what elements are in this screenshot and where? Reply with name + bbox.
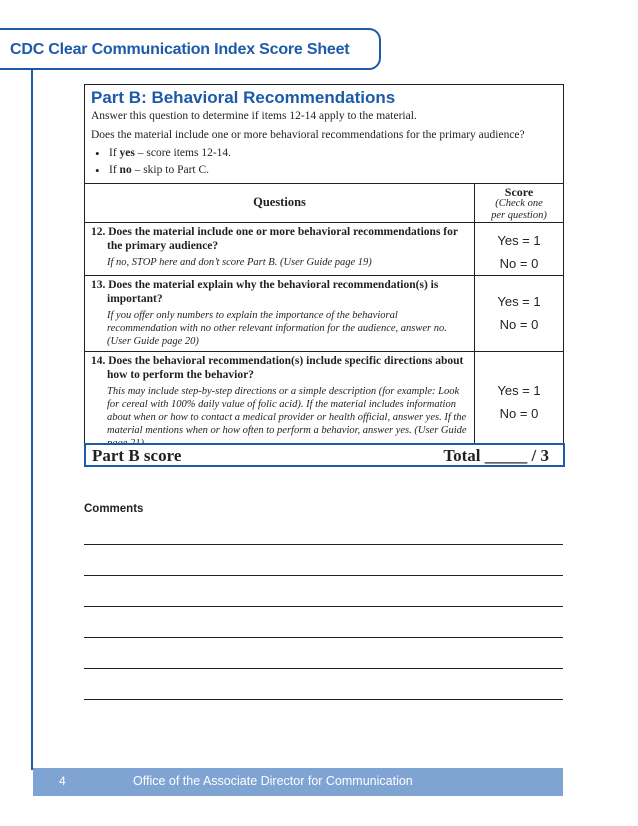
keyword-yes: yes	[119, 147, 135, 159]
item-12-title: 12. Does the material include one or more behavioral recommendations for the primary audience?	[91, 226, 458, 252]
comment-line[interactable]	[84, 606, 563, 607]
comment-line[interactable]	[84, 575, 563, 576]
left-border-rule	[31, 70, 33, 770]
comment-line[interactable]	[84, 668, 563, 669]
score-form	[84, 84, 564, 453]
item-12-note: If no, STOP here and don’t score Part B. (User Guide page 19)	[107, 257, 372, 268]
item-13-yes-option[interactable]: Yes = 1	[497, 294, 541, 309]
item-13-note: If you offer only numbers to explain the importance of the behavioral recommendation with no other relevant information for the audience, answer no. (User Guide page 20)	[107, 310, 447, 347]
instruction-bullets	[91, 145, 557, 179]
item-12-no-option[interactable]: No = 0	[499, 256, 539, 271]
item-14-title: 14. Does the behavioral recommendation(s) include specific directions about how to perform the behavior?	[91, 355, 464, 381]
part-score-label: Part B score	[92, 446, 182, 465]
bullet-yes: • If yes – score items 12-14.	[91, 145, 557, 162]
item-14-note: This may include step-by-step directions or a simple description (for example: Look for cereal with 100% daily value of folic acid). If the material includes information about when or how to contact a medical provider or health official, answer yes. If the material mentions when or how often to perform a behavior, answer yes. (User Guide	[107, 386, 467, 436]
questions-column-header: Questions	[253, 195, 306, 209]
footer-bar	[33, 768, 563, 796]
comment-line[interactable]	[84, 637, 563, 638]
table-row	[85, 223, 563, 276]
keyword-no: no	[119, 164, 132, 176]
bullet-no: • If no – skip to Part C.	[91, 162, 557, 179]
table-row	[85, 276, 563, 352]
comments-label: Comments	[84, 503, 144, 515]
item-14-no-option[interactable]: No = 0	[499, 406, 539, 421]
item-13-no-option[interactable]: No = 0	[499, 317, 539, 332]
table-header-row	[85, 184, 563, 223]
footer-office-name: Office of the Associate Director for Communication	[133, 774, 413, 788]
instruction-text: Answer this question to determine if items 12-14 apply to the material.	[91, 110, 417, 122]
part-intro	[85, 85, 563, 184]
total-score-field[interactable]: Total _____ / 3	[443, 446, 549, 465]
questions-table	[85, 184, 563, 452]
item-13-title: 13. Does the material explain why the behavioral recommendation(s) is important?	[91, 279, 439, 305]
score-column-header: Score (Check one per question)	[491, 185, 547, 221]
table-row	[85, 352, 563, 453]
comment-line[interactable]	[84, 699, 563, 700]
comment-line[interactable]	[84, 544, 563, 545]
page-number: 4	[59, 774, 66, 788]
part-title: Part B: Behavioral Recommendations	[91, 88, 396, 107]
screening-question: Does the material include one or more behavioral recommendations for the primary audience?	[91, 129, 525, 141]
part-score-bar	[84, 443, 565, 467]
item-12-yes-option[interactable]: Yes = 1	[497, 233, 541, 248]
item-14-yes-option[interactable]: Yes = 1	[497, 383, 541, 398]
page-title: CDC Clear Communication Index Score Sheet	[10, 41, 350, 58]
